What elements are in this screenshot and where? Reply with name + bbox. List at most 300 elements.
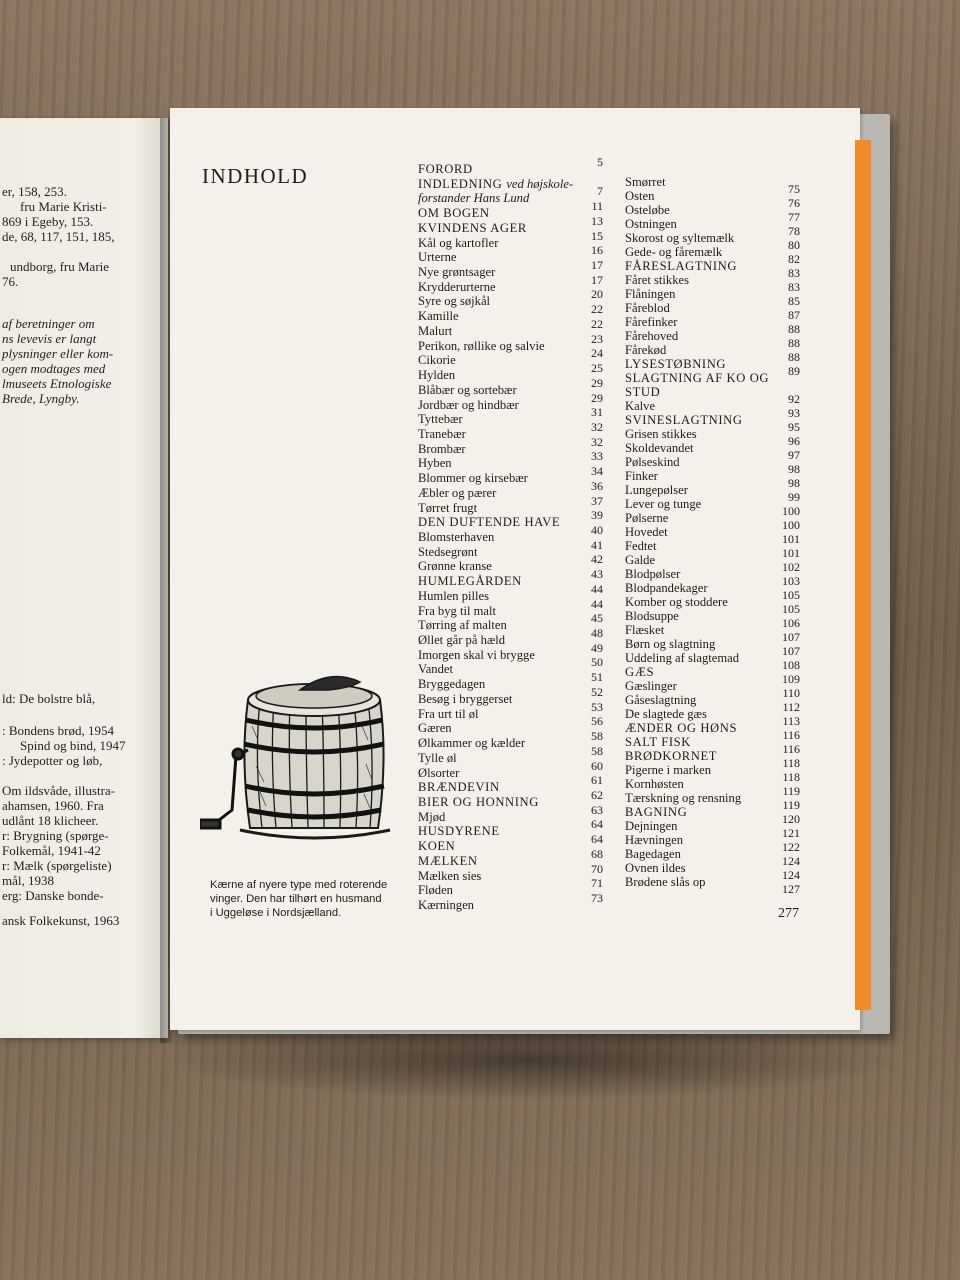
toc-entry-text: HUMLEGÅRDEN — [418, 574, 522, 589]
toc-entry-text: Kalve — [625, 399, 656, 413]
toc-page-number: 60 — [591, 758, 603, 773]
toc-entry-text: Bagedagen — [625, 847, 681, 861]
toc-entry-text: SALT FISK — [625, 735, 691, 749]
toc-entry-title — [418, 839, 455, 853]
toc-page-number: 107 — [782, 644, 800, 658]
toc-entry-title — [625, 679, 677, 693]
left-page-line: er, 158, 253. — [2, 184, 67, 199]
toc-entry-text: Ølsorter — [418, 765, 460, 780]
toc-entry-text: OM BOGEN — [418, 206, 490, 221]
left-page-line: mål, 1938 — [2, 873, 54, 888]
toc-page-number: 70 — [591, 861, 603, 876]
toc-page-number: 53 — [591, 699, 603, 714]
toc-page-number: 105 — [782, 588, 800, 602]
toc-entry-title — [418, 766, 459, 780]
toc-page-number: 80 — [788, 238, 800, 252]
toc-entry-text: Ølkammer og kælder — [418, 736, 526, 751]
toc-entry-title — [418, 427, 466, 441]
toc-page-number: 75 — [788, 182, 800, 196]
toc-entry-text: forstander Hans Lund — [418, 191, 530, 206]
toc-page-number: 97 — [788, 448, 800, 462]
toc-entry-text: Gede- og fåremælk — [625, 245, 723, 259]
toc-entry-text: GÆS — [625, 665, 655, 679]
toc-entry-title — [625, 427, 697, 441]
toc-entry-title — [625, 637, 715, 651]
toc-page-number: 17 — [591, 258, 603, 273]
toc-entry-title — [625, 455, 680, 469]
toc-entry-text: STUD — [625, 385, 661, 399]
toc-entry-text: Fåret stikkes — [625, 273, 690, 287]
toc-entry-title — [625, 259, 737, 273]
toc-entry-text: Fløden — [418, 883, 453, 898]
left-page-line: de, 68, 117, 151, 185, — [2, 229, 115, 244]
left-page-line: lmuseets Etnologiske — [2, 376, 112, 391]
toc-entry-text: Børn og slagtning — [625, 637, 716, 651]
toc-entry-text: Brødene slås op — [625, 875, 706, 889]
toc-entry-text: BRØDKORNET — [625, 749, 718, 763]
toc-entry-text: FÅRESLAGTNING — [625, 259, 738, 273]
toc-entry-title — [418, 501, 477, 515]
toc-entry-text: HUSDYRENE — [418, 824, 500, 839]
toc-entry-text: Pølserne — [625, 511, 669, 525]
toc-page-number: 88 — [788, 350, 800, 364]
orange-page-edge — [855, 140, 871, 1010]
toc-page-number: 7 — [597, 184, 603, 199]
toc-page-number: 101 — [782, 532, 800, 546]
toc-entry-text: BAGNING — [625, 805, 688, 819]
toc-entry-title — [625, 875, 705, 889]
left-page-line: 869 i Egeby, 153. — [2, 214, 94, 229]
toc-entry-text: Osteløbe — [625, 203, 670, 217]
toc-page-number: 11 — [591, 199, 603, 214]
toc-page-number: 92 — [788, 392, 800, 406]
toc-entry-text: Hylden — [418, 368, 456, 383]
toc-entry-title — [625, 441, 694, 455]
toc-entry-text: Pølseskind — [625, 455, 680, 469]
toc-entry-text: Besøg i bryggerset — [418, 691, 513, 706]
toc-entry-title — [418, 898, 474, 912]
toc-page-number: 44 — [591, 581, 603, 596]
toc-entry-title — [418, 869, 481, 883]
toc-entry-text: Cikorie — [418, 353, 456, 368]
toc-entry-title — [625, 595, 728, 609]
left-page — [0, 118, 168, 1038]
toc-entry-text: Syre og søjkål — [418, 294, 491, 309]
toc-page-number: 56 — [591, 714, 603, 729]
toc-entry-title — [418, 795, 539, 809]
toc-entry-title — [418, 854, 478, 868]
caption-line: Kærne af nyere type med roterende — [210, 879, 388, 891]
toc-entry-title — [625, 581, 708, 595]
toc-entry-title — [625, 833, 683, 847]
toc-entry-title — [418, 456, 452, 470]
toc-page-number: 40 — [591, 523, 603, 537]
toc-page-number: 85 — [788, 294, 800, 308]
toc-page-number: 100 — [782, 504, 800, 518]
toc-entry-title — [418, 177, 573, 191]
toc-entry-title — [625, 805, 687, 819]
toc-page-number: 118 — [782, 756, 800, 770]
toc-entry-text: BIER OG HONNING — [418, 794, 539, 809]
toc-entry-title — [418, 883, 453, 897]
toc-page-number: 119 — [782, 784, 800, 798]
toc-entry-text: Flæsket — [625, 623, 665, 637]
toc-page-number: 88 — [788, 336, 800, 350]
toc-page-number: 98 — [788, 476, 800, 490]
toc-entry-text: Flåningen — [625, 287, 676, 301]
left-page-line: Om ildsvåde, illustra- — [2, 783, 116, 798]
toc-page-number: 102 — [782, 560, 800, 574]
toc-entry-text: Malurt — [418, 323, 453, 338]
toc-entry-title — [418, 810, 445, 824]
toc-page-number: 89 — [788, 364, 800, 378]
toc-entry-text: Osten — [625, 189, 655, 203]
contents-heading: INDHOLD — [202, 164, 309, 188]
toc-entry-text: Æbler og pærer — [418, 485, 497, 500]
toc-entry-text: Krydderurterne — [418, 279, 496, 294]
toc-entry-title — [625, 623, 664, 637]
toc-entry-text: Urterne — [418, 250, 457, 265]
toc-entry-title — [418, 471, 528, 485]
toc-page-number: 41 — [591, 537, 603, 552]
toc-entry-text: Fra urt til øl — [418, 706, 479, 721]
toc-entry-text: Galde — [625, 553, 656, 567]
toc-entry-title — [625, 357, 726, 371]
left-page-line: erg: Danske bonde- — [2, 888, 104, 903]
toc-entry-title — [418, 280, 496, 294]
left-page-line: ogen modtages med — [2, 361, 106, 376]
toc-entry-text: Fåreblod — [625, 301, 670, 315]
left-page-line: Spind og bind, 1947 — [20, 738, 126, 753]
toc-entry-text: MÆLKEN — [418, 853, 478, 868]
toc-page-number: 124 — [782, 868, 800, 882]
toc-page-number: 83 — [788, 280, 800, 294]
toc-page-number: 88 — [788, 322, 800, 336]
toc-entry-text: Øllet går på hæld — [418, 633, 506, 648]
page-number: 277 — [778, 906, 799, 921]
toc-entry-text: Grisen stikkes — [625, 427, 697, 441]
left-page-line: undborg, fru Marie — [10, 259, 110, 274]
toc-entry-text: Fårehoved — [625, 329, 679, 343]
toc-entry-text: Hovedet — [625, 525, 668, 539]
toc-entry-text: Stedsegrønt — [418, 544, 478, 559]
toc-entry-title — [625, 861, 686, 875]
toc-page-number: 118 — [782, 770, 800, 784]
toc-entry-text: Imorgen skal vi brygge — [418, 647, 535, 662]
toc-page-number: 83 — [788, 266, 800, 280]
toc-entry-title — [625, 371, 769, 385]
toc-page-number: 105 — [782, 602, 800, 616]
toc-entry-text: Tranebær — [418, 426, 466, 441]
toc-page-number: 63 — [591, 802, 603, 817]
toc-page-number: 108 — [782, 658, 800, 672]
toc-entry-text: Blomsterhaven — [418, 530, 495, 544]
toc-page-number: 68 — [591, 846, 603, 861]
toc-page-number: 87 — [788, 308, 800, 322]
toc-entry-text: Fedtet — [625, 539, 657, 553]
toc-page-number: 122 — [782, 840, 800, 854]
toc-page-number: 103 — [782, 574, 800, 588]
toc-entry-text: Finker — [625, 469, 658, 483]
toc-entry-text: LYSESTØBNING — [625, 357, 727, 371]
toc-page-number: 93 — [788, 406, 800, 420]
toc-entry-text: Kål og kartofler — [418, 235, 499, 250]
toc-page-number: 76 — [788, 196, 800, 210]
toc-entry-title — [418, 648, 535, 662]
toc-entry-text: KOEN — [418, 839, 456, 854]
toc-entry-text: Gæren — [418, 721, 452, 736]
toc-entry-text: ÆNDER OG HØNS — [625, 721, 738, 735]
toc-page-number: 45 — [591, 611, 603, 626]
toc-page-number: 43 — [591, 567, 603, 582]
toc-entry-title — [418, 236, 498, 250]
toc-page-number: 17 — [591, 272, 603, 287]
toc-entry-title — [625, 287, 675, 301]
toc-entry-title — [625, 553, 655, 567]
toc-entry-text: Blommer og kirsebær — [418, 471, 528, 486]
toc-entry-title — [418, 707, 479, 721]
toc-entry-text: Pigerne i marken — [625, 763, 712, 777]
toc-entry-text: Blodpølser — [625, 567, 681, 581]
toc-page-number: 121 — [782, 826, 800, 840]
toc-page-number: 29 — [591, 390, 603, 405]
toc-entry-text: Dejningen — [625, 819, 678, 833]
toc-entry-text: Hævningen — [625, 833, 684, 847]
toc-page-number: 49 — [591, 640, 603, 655]
left-page-line: plysninger eller kom- — [2, 346, 114, 361]
toc-page-number: 34 — [591, 464, 603, 479]
toc-page-number: 24 — [591, 346, 603, 361]
toc-entry-text: Fårekød — [625, 343, 667, 357]
toc-entry-text: Smørret — [625, 175, 666, 189]
toc-entry-title — [418, 442, 466, 456]
toc-page-number: 44 — [591, 596, 603, 611]
left-page-line: r: Brygning (spørge- — [2, 828, 109, 843]
toc-page-number: 116 — [782, 728, 800, 742]
toc-page-number: 16 — [591, 243, 603, 258]
toc-entry-title — [625, 273, 689, 287]
toc-page-number: 61 — [591, 773, 603, 788]
toc-entry-title — [418, 398, 519, 412]
toc-entry-text: Kornhøsten — [625, 777, 684, 791]
toc-entry-text: Fårefinker — [625, 315, 678, 329]
toc-page-number: 22 — [591, 302, 603, 317]
toc-entry-title — [418, 353, 456, 367]
toc-page-number: 106 — [782, 616, 800, 630]
toc-entry-title — [418, 191, 529, 205]
toc-entry-title — [625, 469, 658, 483]
toc-entry-title — [418, 589, 489, 603]
toc-page-number: 51 — [591, 670, 603, 685]
toc-page-number: 23 — [591, 331, 603, 346]
toc-page-number: 96 — [788, 434, 800, 448]
toc-entry-title — [625, 763, 711, 777]
toc-entry-title — [625, 189, 654, 203]
toc-page-number: 110 — [782, 686, 800, 700]
left-page-line: 76. — [2, 274, 19, 289]
left-page-line: ns levevis er langt — [2, 331, 97, 346]
left-page-line: fru Marie Kristi- — [20, 199, 107, 214]
left-page-line: ld: De bolstre blå, — [2, 691, 96, 706]
toc-entry-text: BRÆNDEVIN — [418, 780, 500, 795]
toc-entry-text: Brombær — [418, 441, 466, 456]
toc-entry-title — [625, 693, 696, 707]
toc-entry-text: INDLEDNING — [418, 176, 503, 191]
toc-entry-title — [625, 777, 684, 791]
toc-page-number: 29 — [591, 375, 603, 390]
toc-entry-text: FORORD — [418, 162, 473, 176]
butter-churn-illustration — [200, 660, 405, 860]
toc-entry-title — [418, 294, 490, 308]
toc-entry-title — [625, 329, 678, 343]
toc-entry-title — [625, 511, 668, 525]
toc-page-number: 107 — [782, 630, 800, 644]
toc-entry-title — [625, 707, 707, 721]
caption-line: vinger. Den har tilhørt en husmand — [210, 893, 382, 905]
left-page-line: Brede, Lyngby. — [2, 391, 80, 406]
toc-entry-title — [418, 309, 459, 323]
toc-entry-title — [625, 315, 677, 329]
toc-entry-title — [418, 515, 560, 529]
toc-entry-title — [418, 530, 494, 544]
toc-page-number: 37 — [591, 493, 603, 508]
toc-entry-text: Kamille — [418, 309, 459, 324]
left-page-line: Folkemål, 1941-42 — [2, 843, 101, 858]
toc-page-number: 22 — [591, 316, 603, 331]
toc-entry-text: Uddeling af slagtemad — [625, 651, 740, 665]
toc-page-number: 50 — [591, 655, 603, 670]
toc-entry-text: Lever og tunge — [625, 497, 702, 511]
toc-page-number: 116 — [782, 742, 800, 756]
toc-entry-text: Tylle øl — [418, 750, 457, 765]
toc-entry-text: Tyttebær — [418, 412, 463, 427]
toc-page-number: 101 — [782, 546, 800, 560]
toc-page-number: 100 — [782, 518, 800, 532]
toc-entry-title — [418, 662, 453, 676]
toc-entry-title — [625, 217, 677, 231]
toc-page-number: 78 — [788, 224, 800, 238]
toc-page-number: 124 — [782, 854, 800, 868]
toc-entry-text: Hyben — [418, 456, 452, 471]
toc-entry-text: Ostningen — [625, 217, 677, 231]
toc-entry-title — [625, 175, 666, 189]
toc-entry-title — [418, 545, 477, 559]
toc-page-number: 58 — [591, 743, 603, 758]
toc-page-number: 77 — [788, 210, 800, 224]
toc-page-number: 119 — [782, 798, 800, 812]
toc-entry-title — [418, 383, 517, 397]
toc-entry-text: Mælken sies — [418, 868, 482, 883]
toc-entry-title — [625, 385, 660, 399]
toc-page-number: 20 — [591, 287, 603, 302]
toc-entry-text: Gæslinger — [625, 679, 677, 693]
toc-entry-title — [625, 231, 734, 245]
illustration-caption — [210, 878, 410, 920]
toc-page-number: 39 — [591, 508, 603, 523]
toc-entry-title — [625, 399, 655, 413]
toc-page-number: 82 — [788, 252, 800, 266]
toc-entry-title — [418, 721, 452, 735]
toc-entry-title — [625, 343, 666, 357]
toc-entry-text: Tørret frugt — [418, 500, 478, 515]
toc-entry-text: De slagtede gæs — [625, 707, 707, 721]
toc-page-number: 15 — [591, 228, 603, 243]
toc-entry-title — [625, 539, 656, 553]
toc-page-number: 58 — [591, 729, 603, 744]
toc-entry-title — [418, 824, 500, 838]
toc-entry-text: SVINESLAGTNING — [625, 413, 743, 427]
toc-entry-title — [625, 301, 670, 315]
toc-page-number: 36 — [591, 478, 603, 493]
left-page-line: udlånt 18 klicheer. — [2, 813, 99, 828]
toc-entry-title — [418, 162, 473, 176]
toc-page-number: 112 — [782, 700, 800, 714]
toc-page-number: 25 — [591, 361, 603, 376]
toc-entry-title — [418, 736, 525, 750]
toc-entry-text: DEN DUFTENDE HAVE — [418, 515, 561, 530]
toc-entry-title — [625, 721, 737, 735]
toc-entry-title — [625, 651, 739, 665]
toc-page-number: 127 — [782, 882, 800, 896]
toc-entry-title — [625, 665, 654, 679]
toc-entry-title — [418, 559, 492, 573]
toc-entry-title — [418, 677, 485, 691]
toc-entry-text: SLAGTNING AF KO OG — [625, 371, 770, 385]
toc-entry-title — [625, 749, 717, 763]
toc-entry-text: Fra byg til malt — [418, 603, 497, 618]
toc-page-number: 64 — [591, 817, 603, 832]
toc-page-number: 52 — [591, 684, 603, 699]
toc-entry-title — [625, 483, 688, 497]
toc-page-number: 120 — [782, 812, 800, 826]
toc-entry-title — [625, 525, 668, 539]
toc-entry-title — [418, 604, 496, 618]
toc-entry-text: Mjød — [418, 809, 446, 824]
toc-entry-text: Tærskning og rensning — [625, 791, 742, 805]
toc-entry-text: Blodpandekager — [625, 581, 708, 595]
toc-entry-text: Nye grøntsager — [418, 265, 496, 280]
toc-entry-title — [625, 497, 701, 511]
toc-entry-text: KVINDENS AGER — [418, 220, 527, 235]
left-page-line: af beretninger om — [2, 316, 95, 331]
toc-entry-title — [418, 618, 507, 632]
toc-entry-title — [418, 265, 495, 279]
toc-entry-title — [625, 735, 691, 749]
toc-entry-text: Vandet — [418, 662, 453, 677]
toc-entry-title — [418, 250, 456, 264]
toc-entry-title — [625, 819, 677, 833]
toc-entry-title — [418, 780, 500, 794]
toc-entry-text: Blåbær og sortebær — [418, 382, 517, 397]
toc-entry-text: Bryggedagen — [418, 677, 486, 692]
toc-entry-text: Tørring af malten — [418, 618, 507, 633]
toc-entry-text: Kærningen — [418, 898, 474, 912]
toc-page-number: 95 — [788, 420, 800, 434]
toc-entry-title — [418, 221, 527, 235]
toc-page-number: 113 — [782, 714, 800, 728]
toc-entry-text: Ovnen ildes — [625, 861, 686, 875]
toc-page-number: 42 — [591, 552, 603, 567]
toc-entry-text: Humlen pilles — [418, 588, 490, 603]
toc-entry-title — [625, 245, 722, 259]
toc-entry-text: Skorost og syltemælk — [625, 231, 735, 245]
toc-page-number: 71 — [591, 876, 603, 891]
toc-entry-text: Blodsuppe — [625, 609, 679, 623]
toc-entry-text: Lungepølser — [625, 483, 688, 497]
toc-entry-title — [418, 574, 522, 588]
toc-entry-text: Gåseslagtning — [625, 693, 697, 707]
left-page-line: ansk Folkekunst, 1963 — [2, 913, 120, 928]
